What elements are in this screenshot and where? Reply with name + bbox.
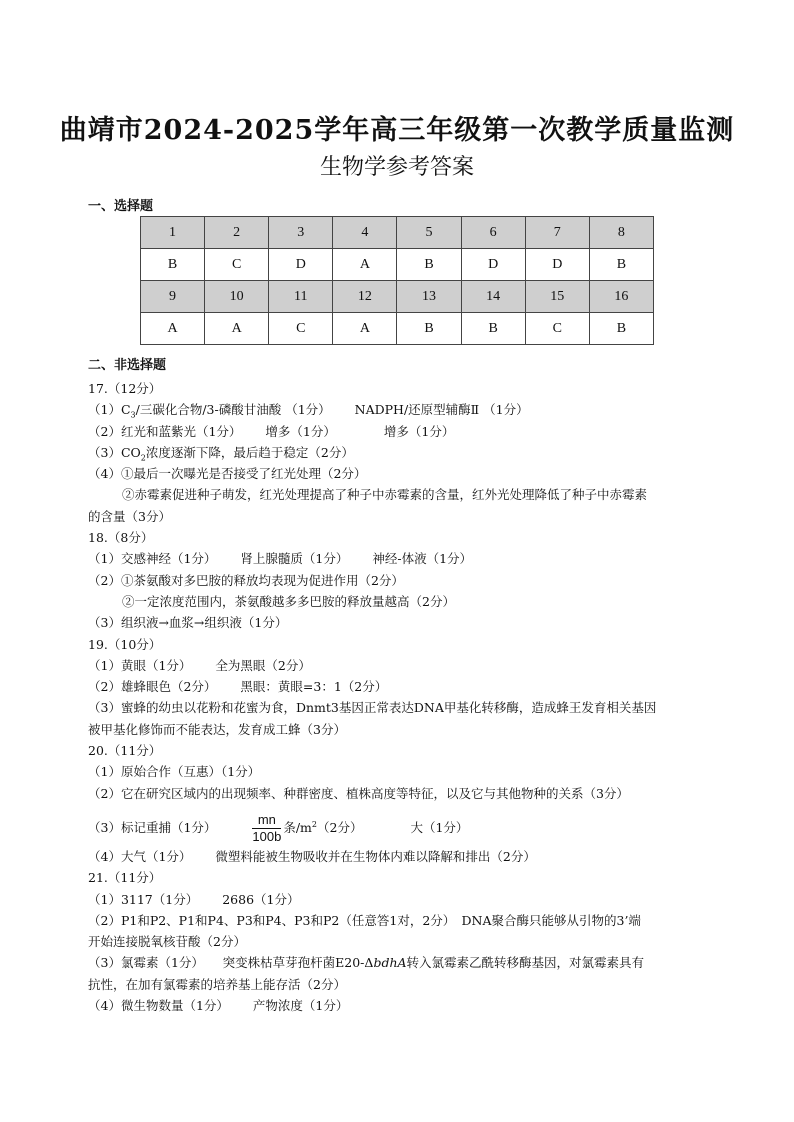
table-cell: B <box>397 249 461 281</box>
table-cell: 4 <box>333 217 397 249</box>
answer-text: NADPH/还原型辅酶Ⅱ （1分） <box>354 402 529 418</box>
table-cell: 14 <box>461 281 525 313</box>
table-cell: C <box>269 313 333 345</box>
section-free-response-heading: 二、非选择题 <box>88 358 167 373</box>
table-row <box>141 249 654 281</box>
q18-part2: （2）①茶氨酸对多巴胺的释放均表现为促进作用（2分） <box>88 572 404 588</box>
table-cell: A <box>205 313 269 345</box>
q21-part2: （2）P1和P2、P1和P4、P3和P4、P3和P2（任意答1对，2分） DNA聚合酶只能够从引物的3’端 <box>88 912 641 928</box>
question-19-heading: 19.（10分） <box>88 636 162 652</box>
q21-part4 <box>88 995 712 1016</box>
answer-text: （4）微生物数量（1分） <box>88 998 229 1014</box>
question-20-heading: 20.（11分） <box>88 743 162 759</box>
subscript: 2 <box>140 453 146 463</box>
page-subtitle: 生物学参考答案 <box>319 155 474 180</box>
section-multiple-choice-heading: 一、选择题 <box>88 199 154 214</box>
table-cell: 13 <box>397 281 461 313</box>
answer-text: 大（1分） <box>410 820 469 836</box>
fraction <box>252 812 281 845</box>
table-cell: 6 <box>461 217 525 249</box>
q21-part3-continued: 抗性，在加有氯霉素的培养基上能存活（2分） <box>88 976 346 992</box>
table-cell: C <box>525 313 589 345</box>
q19-part3-continued: 被甲基化修饰而不能表达，发育成工蜂（3分） <box>88 721 346 737</box>
table-cell: 9 <box>141 281 205 313</box>
fraction-numerator: mn <box>252 812 281 829</box>
answer-text: （2分） <box>317 820 363 836</box>
answer-text: （1）3117（1分） <box>88 891 199 907</box>
answer-text: （1）交感神经（1分） <box>88 551 217 567</box>
q19-part2 <box>88 676 712 697</box>
answer-text: （4）大气（1分） <box>88 848 192 864</box>
table-cell: A <box>333 249 397 281</box>
table-cell: B <box>461 313 525 345</box>
answers-body <box>88 378 712 1016</box>
question-21-heading: 21.（11分） <box>88 870 162 886</box>
answer-text: 增多（1分） <box>383 423 455 439</box>
table-cell: 8 <box>589 217 653 249</box>
table-cell: B <box>141 249 205 281</box>
table-row <box>141 313 654 345</box>
q17-part4-continued: ②赤霉素促进种子萌发，红光处理提高了种子中赤霉素的含量，红外光处理降低了种子中赤霉素 <box>122 487 648 503</box>
answer-text: 微塑料能被生物吸收并在生物体内难以降解和排出（2分） <box>215 848 536 864</box>
answer-text: （3）氯霉素（1分） 突变株枯草芽孢杆菌E20-Δ <box>88 955 374 971</box>
table-cell: A <box>333 313 397 345</box>
table-cell: 15 <box>525 281 589 313</box>
answer-text: 转入氯霉素乙酰转移酶基因，对氯霉素具有 <box>406 955 645 971</box>
q20-part4 <box>88 846 712 867</box>
table-cell: B <box>589 249 653 281</box>
q21-part3 <box>88 952 712 973</box>
answer-table <box>140 216 654 345</box>
q17-part3 <box>88 442 712 463</box>
table-cell: D <box>525 249 589 281</box>
table-cell: 10 <box>205 281 269 313</box>
answer-text: 增多（1分） <box>265 423 336 439</box>
q20-part3 <box>88 804 712 846</box>
table-cell: 1 <box>141 217 205 249</box>
page-title: 曲靖市2024-2025学年高三年级第一次教学质量监测 <box>59 115 735 146</box>
table-cell: B <box>397 313 461 345</box>
q17-part4: （4）①最后一次曝光是否接受了红光处理（2分） <box>88 466 367 482</box>
table-cell: C <box>205 249 269 281</box>
fraction-denominator: 100b <box>252 829 282 845</box>
answer-text: 肾上腺髓质（1分） <box>240 551 349 567</box>
table-cell: 5 <box>397 217 461 249</box>
table-cell: 7 <box>525 217 589 249</box>
answer-text: /三碳化合物/3-磷酸甘油酸 （1分） <box>135 402 331 418</box>
q18-part1 <box>88 548 712 569</box>
table-cell: 3 <box>269 217 333 249</box>
q19-part3: （3）蜜蜂的幼虫以花粉和花蜜为食，Dnmt3基因正常表达DNA甲基化转移酶，造成蜂王发育相关基因 <box>88 700 657 716</box>
answer-text: （3）CO <box>88 444 141 460</box>
q17-part1 <box>88 399 712 420</box>
answer-text: （1）C <box>88 402 131 418</box>
question-18-heading: 18.（8分） <box>88 530 154 546</box>
q17-part4-end: 的含量（3分） <box>88 508 171 524</box>
gene-name: bdhA <box>373 955 407 971</box>
question-17-heading: 17.（12分） <box>88 381 162 396</box>
table-cell: A <box>141 313 205 345</box>
table-cell: 2 <box>205 217 269 249</box>
table-row <box>141 217 654 249</box>
table-cell: B <box>589 313 653 345</box>
subscript: 3 <box>130 410 136 420</box>
answer-text: 条/m <box>283 820 312 836</box>
q18-part3: （3）组织液→血浆→组织液（1分） <box>88 615 288 631</box>
q20-part2: （2）它在研究区域内的出现频率、种群密度、植株高度等特征，以及它与其他物种的关系（3分） <box>88 785 629 801</box>
answer-text: （1）黄眼（1分） <box>88 657 192 673</box>
answer-text: 浓度逐渐下降，最后趋于稳定（2分） <box>145 444 354 460</box>
q18-part2-continued: ②一定浓度范围内，茶氨酸越多多巴胺的释放量越高（2分） <box>122 593 455 609</box>
q21-part2-continued: 开始连接脱氧核苷酸（2分） <box>88 934 246 950</box>
q21-part1 <box>88 889 712 910</box>
table-row <box>141 281 654 313</box>
answer-text: 黑眼：黄眼=3：1（2分） <box>240 679 388 695</box>
answer-text: 神经-体液（1分） <box>372 551 473 567</box>
answer-text: （2）雄蜂眼色（2分） <box>88 679 217 695</box>
q20-part1: （1）原始合作（互惠）（1分） <box>88 764 261 780</box>
table-cell: D <box>269 249 333 281</box>
answer-text: 2686（1分） <box>222 891 300 907</box>
q19-part1 <box>88 655 712 676</box>
table-cell: 12 <box>333 281 397 313</box>
answer-text: （3）标记重捕（1分） <box>88 820 217 836</box>
q17-part2 <box>88 421 712 442</box>
answer-text: 产物浓度（1分） <box>252 998 349 1014</box>
answer-text: （2）红光和蓝紫光（1分） <box>88 423 242 439</box>
superscript: 2 <box>311 819 317 829</box>
table-cell: D <box>461 249 525 281</box>
table-cell: 11 <box>269 281 333 313</box>
answer-text: 全为黑眼（2分） <box>215 657 311 673</box>
table-cell: 16 <box>589 281 653 313</box>
